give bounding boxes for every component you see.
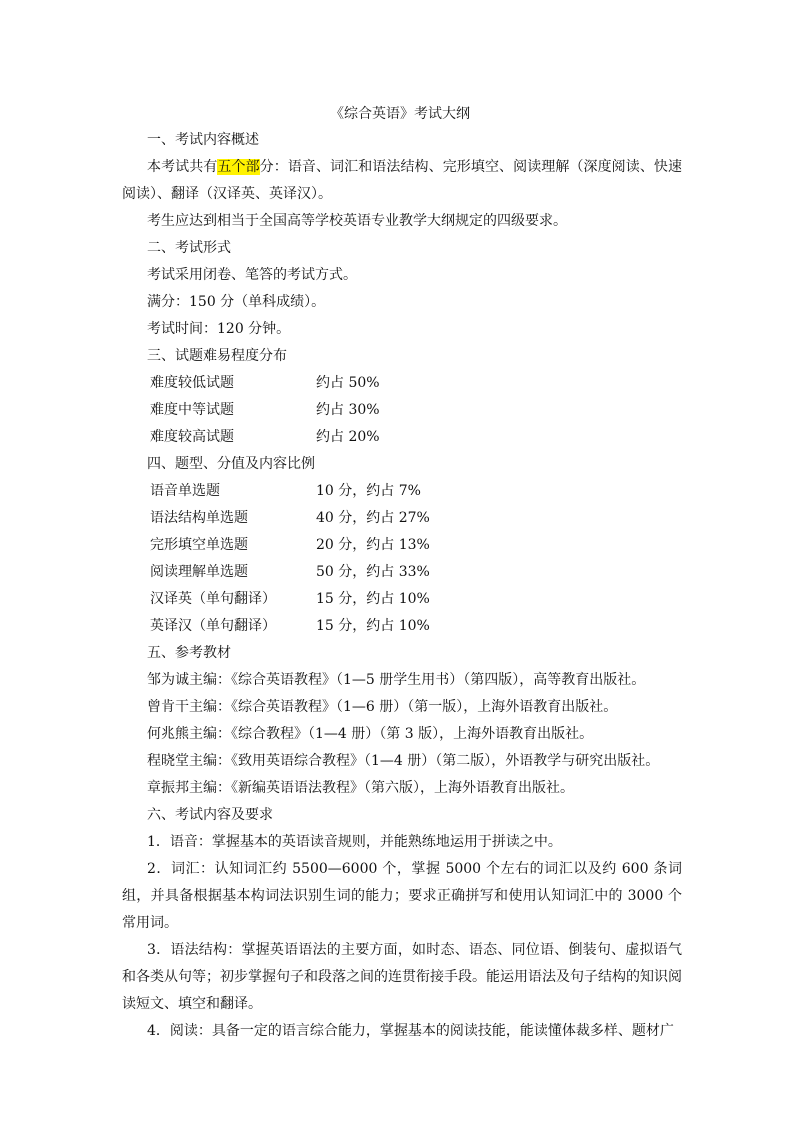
highlighted-text: 五个部 <box>217 159 260 175</box>
question-type-value: 15 分，约占 10% <box>316 591 430 607</box>
document-body <box>122 127 682 1045</box>
paragraph-level: 考生应达到相当于全国高等学校英语专业教学大纲规定的四级要求。 <box>147 213 567 229</box>
requirement-item: 2．词汇：认知词汇约 5500—6000 个，掌握 5000 个左右的词汇以及约 600 条词组，并具备根据基本构词法识别生词的能力；要求正确拼写和使用认知词汇中的 3000 个常用词。 <box>122 861 682 931</box>
question-type-row <box>122 559 682 586</box>
difficulty-label: 难度较低试题 <box>150 375 234 391</box>
paragraph-parts-after: 分：语音、词汇和语法结构、完形填空、阅读理解（深度阅读、快速阅读）、翻译（汉译英、英译汉）。 <box>122 159 683 202</box>
question-type-value: 50 分，约占 33% <box>316 564 430 580</box>
question-type-row <box>122 613 682 640</box>
textbook-item: 章振邦主编：《新编英语语法教程》（第六版），上海外语教育出版社。 <box>147 780 574 796</box>
difficulty-label: 难度中等试题 <box>150 402 234 418</box>
question-type-label: 英译汉（单句翻译） <box>150 618 276 634</box>
textbook-item: 何兆熊主编：《综合教程》（1—4 册）（第 3 版），上海外语教育出版社。 <box>147 726 594 742</box>
difficulty-label: 难度较高试题 <box>150 429 234 445</box>
question-type-row <box>122 532 682 559</box>
question-type-label: 阅读理解单选题 <box>150 564 248 580</box>
section-heading-question-types: 四、题型、分值及内容比例 <box>147 456 315 472</box>
textbook-item: 邹为诚主编：《综合英语教程》（1—5 册学生用书）（第四版），高等教育出版社。 <box>147 672 646 688</box>
question-type-value: 10 分，约占 7% <box>316 483 421 499</box>
question-type-value: 40 分，约占 27% <box>316 510 430 526</box>
question-type-label: 语音单选题 <box>150 483 220 499</box>
section-heading-format: 二、考试形式 <box>147 240 231 256</box>
question-type-value: 15 分，约占 10% <box>316 618 430 634</box>
difficulty-value: 约占 30% <box>316 402 380 418</box>
format-line: 考试采用闭卷、笔答的考试方式。 <box>147 267 357 283</box>
question-type-row <box>122 505 682 532</box>
section-heading-overview: 一、考试内容概述 <box>147 132 259 148</box>
question-type-row <box>122 478 682 505</box>
section-heading-textbooks: 五、参考教材 <box>147 645 231 661</box>
section-heading-difficulty: 三、试题难易程度分布 <box>147 348 287 364</box>
difficulty-value: 约占 50% <box>316 375 380 391</box>
difficulty-value: 约占 20% <box>316 429 380 445</box>
requirement-item: 3．语法结构：掌握英语语法的主要方面，如时态、语态、同位语、倒装句、虚拟语气和各类从句等；初步掌握句子和段落之间的连贯衔接手段。能运用语法及句子结构的知识阅读短文、填空和翻译。 <box>122 942 682 1012</box>
question-type-label: 语法结构单选题 <box>150 510 248 526</box>
difficulty-row <box>122 397 682 424</box>
difficulty-row <box>122 424 682 451</box>
question-type-row <box>122 586 682 613</box>
format-line: 考试时间：120 分钟。 <box>147 321 291 337</box>
format-line: 满分：150 分（单科成绩）。 <box>147 294 326 310</box>
difficulty-row <box>122 370 682 397</box>
textbook-item: 程晓堂主编：《致用英语综合教程》（1—4 册）（第二版），外语教学与研究出版社。 <box>147 753 660 769</box>
textbook-item: 曾肯干主编：《综合英语教程》（1—6 册）（第一版），上海外语教育出版社。 <box>147 699 618 715</box>
requirement-item: 1．语音：掌握基本的英语读音规则，并能熟练地运用于拼读之中。 <box>147 834 562 850</box>
question-type-label: 完形填空单选题 <box>150 537 248 553</box>
section-heading-requirements: 六、考试内容及要求 <box>147 807 273 823</box>
question-type-value: 20 分，约占 13% <box>316 537 430 553</box>
paragraph-parts-before: 本考试共有 <box>147 159 218 175</box>
paragraph-parts <box>122 154 682 208</box>
document-title: 《综合英语》考试大纲 <box>330 106 470 122</box>
requirement-item: 4．阅读：具备一定的语言综合能力，掌握基本的阅读技能，能读懂体裁多样、题材广 <box>147 1023 674 1039</box>
question-type-label: 汉译英（单句翻译） <box>150 591 276 607</box>
